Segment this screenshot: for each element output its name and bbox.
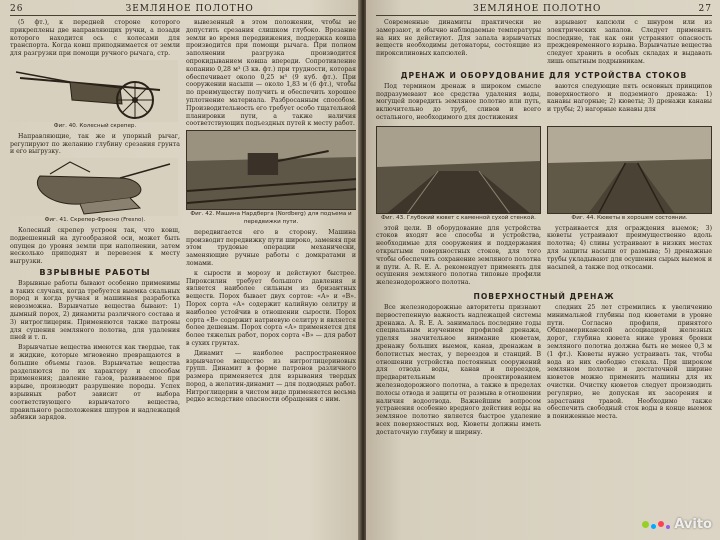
- left-col2-blasting-text: к сырости и морозу и действуют быстрее. Пироксилин требует большого давления и является наиболее сильным из бризантных веществ. Порох бывает двух сортов: «А» и «В». Порох сорта «А» содержит калийную селитру и наиболее устойчив в отношении сырости. Порох сорта «В» содержит натриевую селитру и является более дешевым. Порох сорта «А» применяется для более тяжелых работ, порох сорта «В» — для работ в сухих грунтах.: [186, 269, 356, 347]
- avito-watermark: [642, 517, 712, 532]
- left-column-2: [186, 19, 356, 424]
- right-col2-top-text: взрывают капсюли с шнуром или из электрических запалов. Следует применять последние, так как они устраняют опасность преждевременного взрыва. Взрывчатые вещества следует хранить в особых складах и выдавать лишь опытным подрывникам.: [547, 19, 712, 65]
- fig42-caption: Фиг. 42. Машина Нардберга (Nordberg) для подъема и передвижки пути.: [190, 211, 352, 225]
- section-heading-drainage: ДРЕНАЖ И ОБОРУДОВАНИЕ ДЛЯ УСТРОЙСТВА СТОКОВ: [400, 70, 688, 80]
- right-page-header: [376, 4, 712, 16]
- left-page-number: 26: [10, 4, 24, 14]
- right-col1-top-text: Современные динамиты практически не замерзают, и обычно наблюдаемые температуры на них не действуют. Для запала взрывчатых веществ необходимы детонаторы, состоящие из пироксилиновых капсюлей.: [376, 19, 541, 58]
- right-mid-column-1: [376, 225, 541, 289]
- right-surface-column-2: [547, 304, 712, 439]
- right-col2-surface-text: следних 25 лет стремились к увеличению минимальной глубины под кюветами в уровне пути. Согласно профиля, принятого Общеамериканской ассоциацией железных дорог, глубина кювета ниже уровня бровки земляного полотна должна быть не менее 0,3 м (1 фт.). Кюветы нужно устраивать так, чтобы вода из них свободно стекала. При широком земляном полотне и достаточной ширине кюветов можно применить машины для их очистки. Очистку кюветов следует производить регулярно, не допуская их засорения и зарастания травой. Необходимо также обеспечить свободный сток воды в конце выемок в пониженные места.: [547, 303, 712, 421]
- fig44-ditches-good-condition: [547, 126, 712, 225]
- left-col2-mid-text: передвигается его в сторону. Машина производит передвижку пути широко, заменяя при этом трудовые операции механически, заменяющие ручные работы с домкратами и ломами.: [186, 228, 356, 267]
- right-page: [366, 0, 720, 540]
- left-col1-blasting-text: Взрывные работы бывают особенно применимы в таких случаях, когда требуется выемка скальных пород и когда ручная и машинная разработка невозможна. Взрывчатые вещества бывают: 1) дымный порох, 2) динамиты различного состава и 3) нитроглицерин. Применяются также патроны для сушения земляного полотна, для удаления пней и т. п.: [10, 279, 180, 342]
- fig40-wheeled-scraper: [10, 60, 180, 131]
- left-col1-mid-text: Направляющие, так же и упорный рычаг, регулируют по желанию глубину срезания грунта и его выгрузку.: [10, 132, 180, 156]
- right-top-column-2: [547, 19, 712, 68]
- right-page-number: 27: [698, 4, 712, 14]
- avito-watermark-text: Avito: [674, 517, 712, 532]
- fig43-deep-ditch: [376, 126, 541, 225]
- right-drain-column-2: [547, 83, 712, 124]
- left-col1-top-text: (5 фт.), к передней стороне которого прикреплены две направляющих ручки, а позади которого находится ось с колесами для транспорта. Когда ковш приподнимается от земли для разгрузки при помощи ручного рычага, стр.: [10, 19, 180, 58]
- right-mid-column-2: [547, 225, 712, 289]
- left-col2-top-text: вывезенный в этом положении, чтобы не допустить срезания слишком глубоко. Врезание земли во время передвижения, поддержка ковша производится при помощи рычага. При полном заполнении разгрузка производится опрокидыванием ковша впереди. Сопротивление копанию 0,28 м³ (3 кв. фт.) при трудности, которая обеспечивает около 0,25 м³ (9 куб. фт.). При сооружении насыпи — около 1,83 м (6 фт.), чтобы по преимуществу получить и обеспечить хорошее уплотнение материала. Разбросанным способом. Производительность его требует особо тщательной планировки пути, а также наличия соответствующих подъездных путей к месту работ.: [186, 19, 356, 128]
- section-heading-surface-drainage: ПОВЕРХНОСТНЫЙ ДРЕНАЖ: [473, 291, 615, 301]
- section-heading-blasting: ВЗРЫВНЫЕ РАБОТЫ: [39, 266, 151, 277]
- avito-logo-icon: [642, 521, 670, 529]
- left-col1-bottom-text: Колесный скрепер устроен так, что ковш, подвешенный на дугообразной оси, может быть опущен до уровня земли при наполнении, затем несколько приподнят и перевезен к месту выгрузки.: [10, 226, 180, 266]
- fig41-fresno-scraper: [10, 158, 180, 225]
- fig40-caption: Фиг. 40. Колесный скрепер.: [53, 122, 137, 129]
- left-column-1: [10, 19, 180, 424]
- left-col2-blasting-text-2: Динамит — наиболее распространенное взрывчатое вещество из нитроглицериновых групп. Динамит в форме патронов различного размера применяется для взрывания твердых пород, а желатин-динамит — для подводных работ. Нитроглицерин в чистом виде применяется весьма редко вследствие опасности обращения с ним.: [186, 349, 356, 404]
- fig44-caption: Фиг. 44. Кюветы в хорошем состоянии.: [571, 214, 688, 221]
- fig41-caption: Фиг. 41. Скрепер-Фресно (Fresno).: [44, 217, 146, 224]
- left-col1-blasting-text-2: Взрывчатые вещества имеются как твердые, так и жидкие, которые мгновенно превращаются в большие объемы газов. Взрывчатые вещества разделяются по их характеру и способам применения; давление газов, развиваемое при взрыве, производит разрушение породы. Успех взрывных работ зависит от выбора соответствующего взрывчатого вещества, правильного расположения шпуров и надлежащей забивки зарядов.: [10, 344, 180, 422]
- right-top-column-1: [376, 19, 541, 68]
- fig43-caption: Фиг. 43. Глубокий кювет с каменной сухой стенкой.: [381, 214, 536, 221]
- right-running-head: ЗЕМЛЯНОЕ ПОЛОТНО: [473, 4, 602, 14]
- left-page-header: [10, 4, 356, 16]
- right-drain-column-1: [376, 83, 541, 124]
- left-running-head: ЗЕМЛЯНОЕ ПОЛОТНО: [125, 4, 254, 14]
- right-col2-drain-text: ваются следующие пять основных принципов поверхностного и подземного дренажа: 1) канавы нагорные; 2) кюветы; 3) дренажи канавы и трубы; 2) нагорные канавы для: [547, 82, 712, 114]
- right-col1-surface-text: Все железнодорожные авторитеты признают первостепенную важность надлежащей системы дренажа. А. R. E. A. занималась последние годы специальным изучением профилей дренажа, уделяя значительное внимание кюветам, дренажу больших выемок, канав, дренажам в болотистых местах, у переездов и станций. В отношении устройства постоянных сооружений для отвода воды, канав и переездов, предварительным проектированием железнодорожного полотна, а также в пределах полосы отвода и защиты от размыва в отношении наличия водоотвода. Важнейшим вопросом устранения особенно вредного действия воды на земляное полотно является быстрое удаление всех поверхностных вод. Кюветы должны иметь достаточную глубину и ширину.: [376, 303, 541, 436]
- right-col1-mid-text: этой цели. В оборудование для устройства стоков входят все способы и устройства, необходимые для сооружения и поддержания открытыми поверхностных стоков, для того чтобы обеспечить сохранение земляного полотна и пути. А. R. E. A. рекомендует применять для осушения земляного полотна типовые профили железнодорожного полотна.: [376, 224, 541, 287]
- right-col1-drain-text: Под термином дренаж в широком смысле подразумевают все средства удаления воды, могущей повредить земляное полотно или путь, включительно до труб, сливов и всего остального, необходимого для достижения: [376, 82, 541, 121]
- fig42-nordberg-machine: [186, 130, 356, 227]
- right-col2-mid-text: устраивается для ограждения выемок; 3) кюветы устраивают преимущественно вдоль полотна; 4) сливы устраивают в низких местах для защиты насыпи от размыва; 5) дренажные трубы укладывают для осушения сырых выемок и насыпей, а также под откосами.: [547, 224, 712, 271]
- right-surface-column-1: [376, 304, 541, 439]
